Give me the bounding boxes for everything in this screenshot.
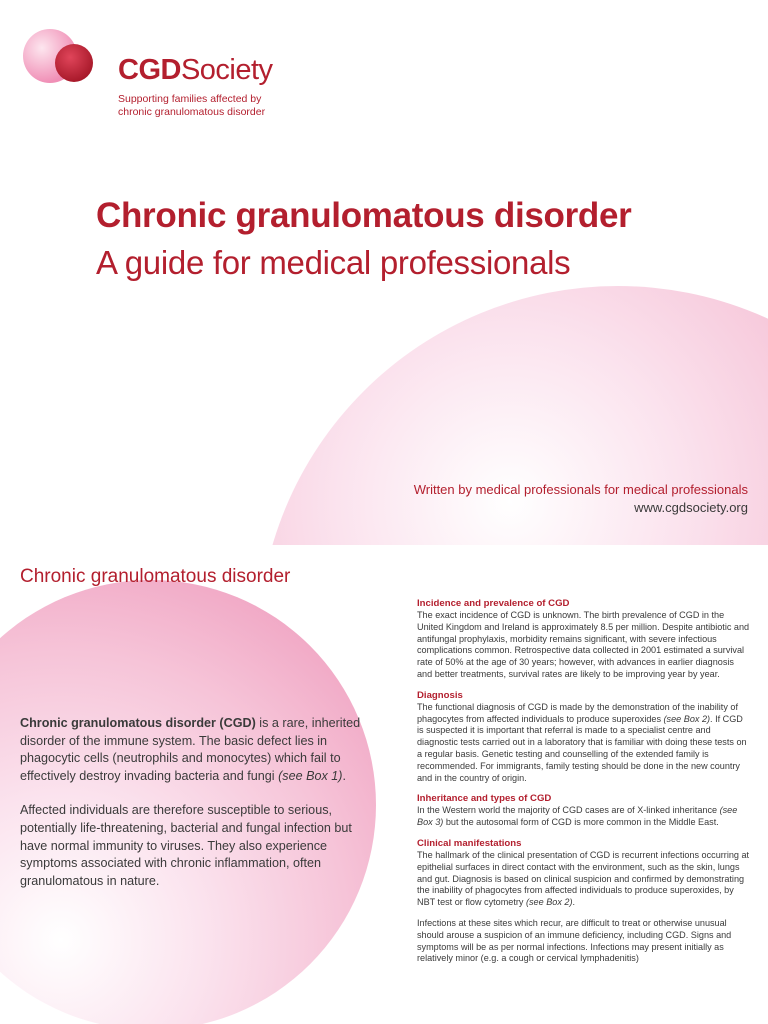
- clinical-text-1: The hallmark of the clinical presentation of CGD is recurrent infections occurring at epithelial surfaces in direct contact with the environment, such as the skin, lungs and gut. Diagnosis is based on clinical suspicion and confirmed by demonstrating the inability of phagocytes from affected individuals to produce superoxides, by NBT test or flow cytometry (see Box 2).: [417, 849, 750, 908]
- incidence-heading: Incidence and prevalence of CGD: [417, 598, 570, 609]
- intro-paragraph-1: Chronic granulomatous disorder (CGD) is a rare, inherited disorder of the immune system. The basic defect lies in phagocytic cells (neutrophils and monocytes) which fail to effectively destroy invading bacteria and fungi (see Box 1).: [20, 716, 361, 783]
- clinical-text-2: Infections at these sites which recur, are difficult to treat or otherwise unusual should arouse a suspicion of an immune deficiency, including CGD. Signs and symptoms will be as per normal infections. Infections may present initially as relatively minor (e.g. a cough or cervical lymphadenitis): [417, 917, 732, 964]
- document-subtitle: A guide for medical professionals: [96, 244, 571, 281]
- incidence-text: The exact incidence of CGD is unknown. The birth prevalence of CGD in the United Kingdom and Ireland is approximately 8.5 per million. Despite antibiotic and antifungal prophylaxis, morbidity remains significant, with severe infectious complications common. Retrospective data collected in 2001 estimated a survival rate of 50% at the age of 30 years; however, with advances in earlier diagnosis and better treatments, survival rates are likely to be improving year by year.: [417, 610, 750, 679]
- inheritance-text: In the Western world the majority of CGD cases are of X-linked inheritance (see Box 3) but the autosomal form of CGD is more common in the Middle East.: [417, 805, 738, 828]
- logo-wordmark: CGDSociety: [118, 54, 273, 86]
- right-column: [417, 598, 750, 974]
- diagnosis-text: The functional diagnosis of CGD is made by the demonstration of the inability of phagocytes from affected individuals to produce superoxides (see Box 2). If CGD is suspected it is important that referral is made to a specialist centre and diagnostic tests carried out in a laboratory that is familiar with doing these tests on a regular basis. Genetic testing and counselling of the extended family is recommended. For immigrants, family testing should be done in the new country and in the country of origin.: [417, 701, 747, 783]
- diagnosis-heading: Diagnosis: [417, 689, 463, 701]
- intro-heading: Chronic granulomatous disorder: [20, 566, 291, 587]
- inheritance-heading: Inheritance and types of CGD: [417, 793, 552, 805]
- document-title: Chronic granulomatous disorder: [96, 196, 632, 235]
- intro-paragraph-2: Affected individuals are therefore susceptible to serious, potentially life-threatening, bacterial and fungal infection but have normal immunity to viruses. They also experience symptoms associated with chronic inflammation, often granulomatous in nature.: [20, 803, 352, 888]
- clinical-heading: Clinical manifestations: [417, 837, 522, 849]
- written-by-line: Written by medical professionals for medical professionals: [413, 482, 748, 497]
- intro-text: [20, 715, 365, 907]
- website-link[interactable]: www.cgdsociety.org: [634, 500, 748, 515]
- cgd-society-logo: [22, 18, 273, 118]
- logo-circles-icon: [22, 26, 112, 96]
- logo-tagline: Supporting families affected by chronic granulomatous disorder: [118, 93, 266, 118]
